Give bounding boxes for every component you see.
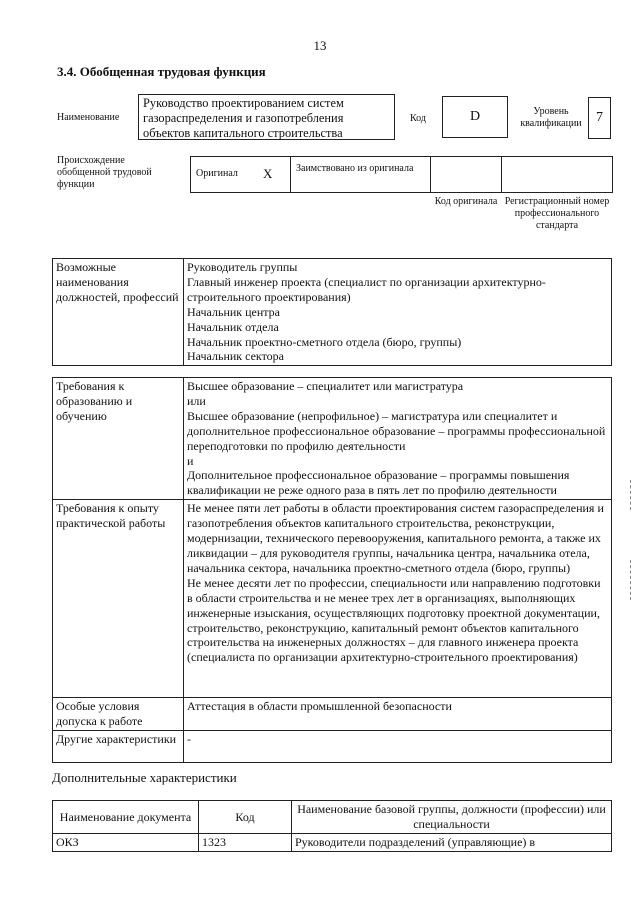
name-value: Руководство проектированием систем газораспределения и газопотребления объектов капитального строительства (143, 96, 344, 140)
code-value: D (469, 109, 481, 124)
additional-title: Дополнительные характеристики (52, 770, 237, 785)
req-education-label: Требования к образованию и обучению (53, 378, 184, 500)
level-value-box (588, 97, 611, 139)
req-experience-label: Требования к опыту практической работы (53, 500, 184, 698)
page-number: 13 (313, 38, 327, 53)
level-label: Уровень квалификации (520, 106, 582, 129)
scan-mark (630, 560, 635, 600)
origin-label: Происхождение обобщенной трудовой функции (57, 155, 152, 190)
origin-reg-caption: Регистрационный номер профессионального стандарта (504, 196, 610, 231)
table-row (53, 834, 612, 852)
req-other-value: - (184, 731, 612, 763)
origin-borrowed-label: Заимствовано из оригинала (296, 163, 414, 174)
table-row (53, 801, 612, 834)
table-row (53, 378, 612, 500)
cell-doc: ОКЗ (53, 834, 199, 852)
table-row (53, 731, 612, 763)
level-value: 7 (596, 110, 603, 125)
requirements-table (52, 377, 612, 763)
scan-mark (630, 480, 635, 510)
req-experience-value: Не менее пяти лет работы в области проектирования систем газораспределения и газопотребления объектов капитального строительства, реконструкции, модернизации, технического перевооружения, капитального ремонта, а также их ликвидации – для руководителя группы, начальника центра, начальника отела, начальника сектора, начальника проектно-сметного отдела (бюро, группы) Не менее десяти лет по профессии, специальности или направлению подготовки в области строительства и не менее трех лет в организациях, выполняющих инженерные изыскания, осуществляющих подготовку проектной документации, строительство, реконструкцию, капитальный ремонт объектов капитального строительства на инженерных должностях – для главного инженера проекта (специалиста по организации архитектурно-строительного проектирования) (184, 500, 612, 698)
code-value-box (442, 96, 508, 138)
col-header-doc: Наименование документа (53, 801, 199, 834)
table-row (53, 698, 612, 731)
req-special-value: Аттестация в области промышленной безопасности (184, 698, 612, 731)
cell-name: Руководители подразделений (управляющие) в (292, 834, 612, 852)
col-header-code: Код (199, 801, 292, 834)
origin-code-caption: Код оригинала (434, 196, 498, 207)
req-special-label: Особые условия допуска к работе (53, 698, 184, 731)
origin-reg-cell (501, 156, 613, 193)
positions-table (52, 258, 612, 366)
origin-original-mark: X (263, 166, 273, 181)
table-row (53, 500, 612, 698)
code-label: Код (410, 113, 426, 124)
cell-code: 1323 (199, 834, 292, 852)
req-education-value: Высшее образование – специалитет или магистратура или Высшее образование (непрофильное) – магистратура или специалитет и дополнительное профессиональное образование – программы профессиональной переподготовки по профилю деятельности и Дополнительное профессиональное образование – программы повышения квалификации не реже одного раза в пять лет по профилю деятельности (184, 378, 612, 500)
section-title: 3.4. Обобщенная трудовая функция (57, 64, 266, 79)
origin-code-cell (430, 156, 502, 193)
name-label: Наименование (57, 112, 120, 123)
table-row (53, 259, 612, 366)
col-header-name: Наименование базовой группы, должности (профессии) или специальности (292, 801, 612, 834)
name-value-box (138, 94, 395, 140)
positions-label: Возможные наименования должностей, профессий (53, 259, 184, 366)
req-other-label: Другие характеристики (53, 731, 184, 763)
additional-table (52, 800, 612, 852)
origin-original-label: Оригинал (196, 168, 238, 179)
positions-value: Руководитель группы Главный инженер проекта (специалист по организации архитектурно-строительного проектирования) Начальник центра Начальник отдела Начальник проектно-сметного отдела (бюро, группы) Начальник сектора (184, 259, 612, 366)
